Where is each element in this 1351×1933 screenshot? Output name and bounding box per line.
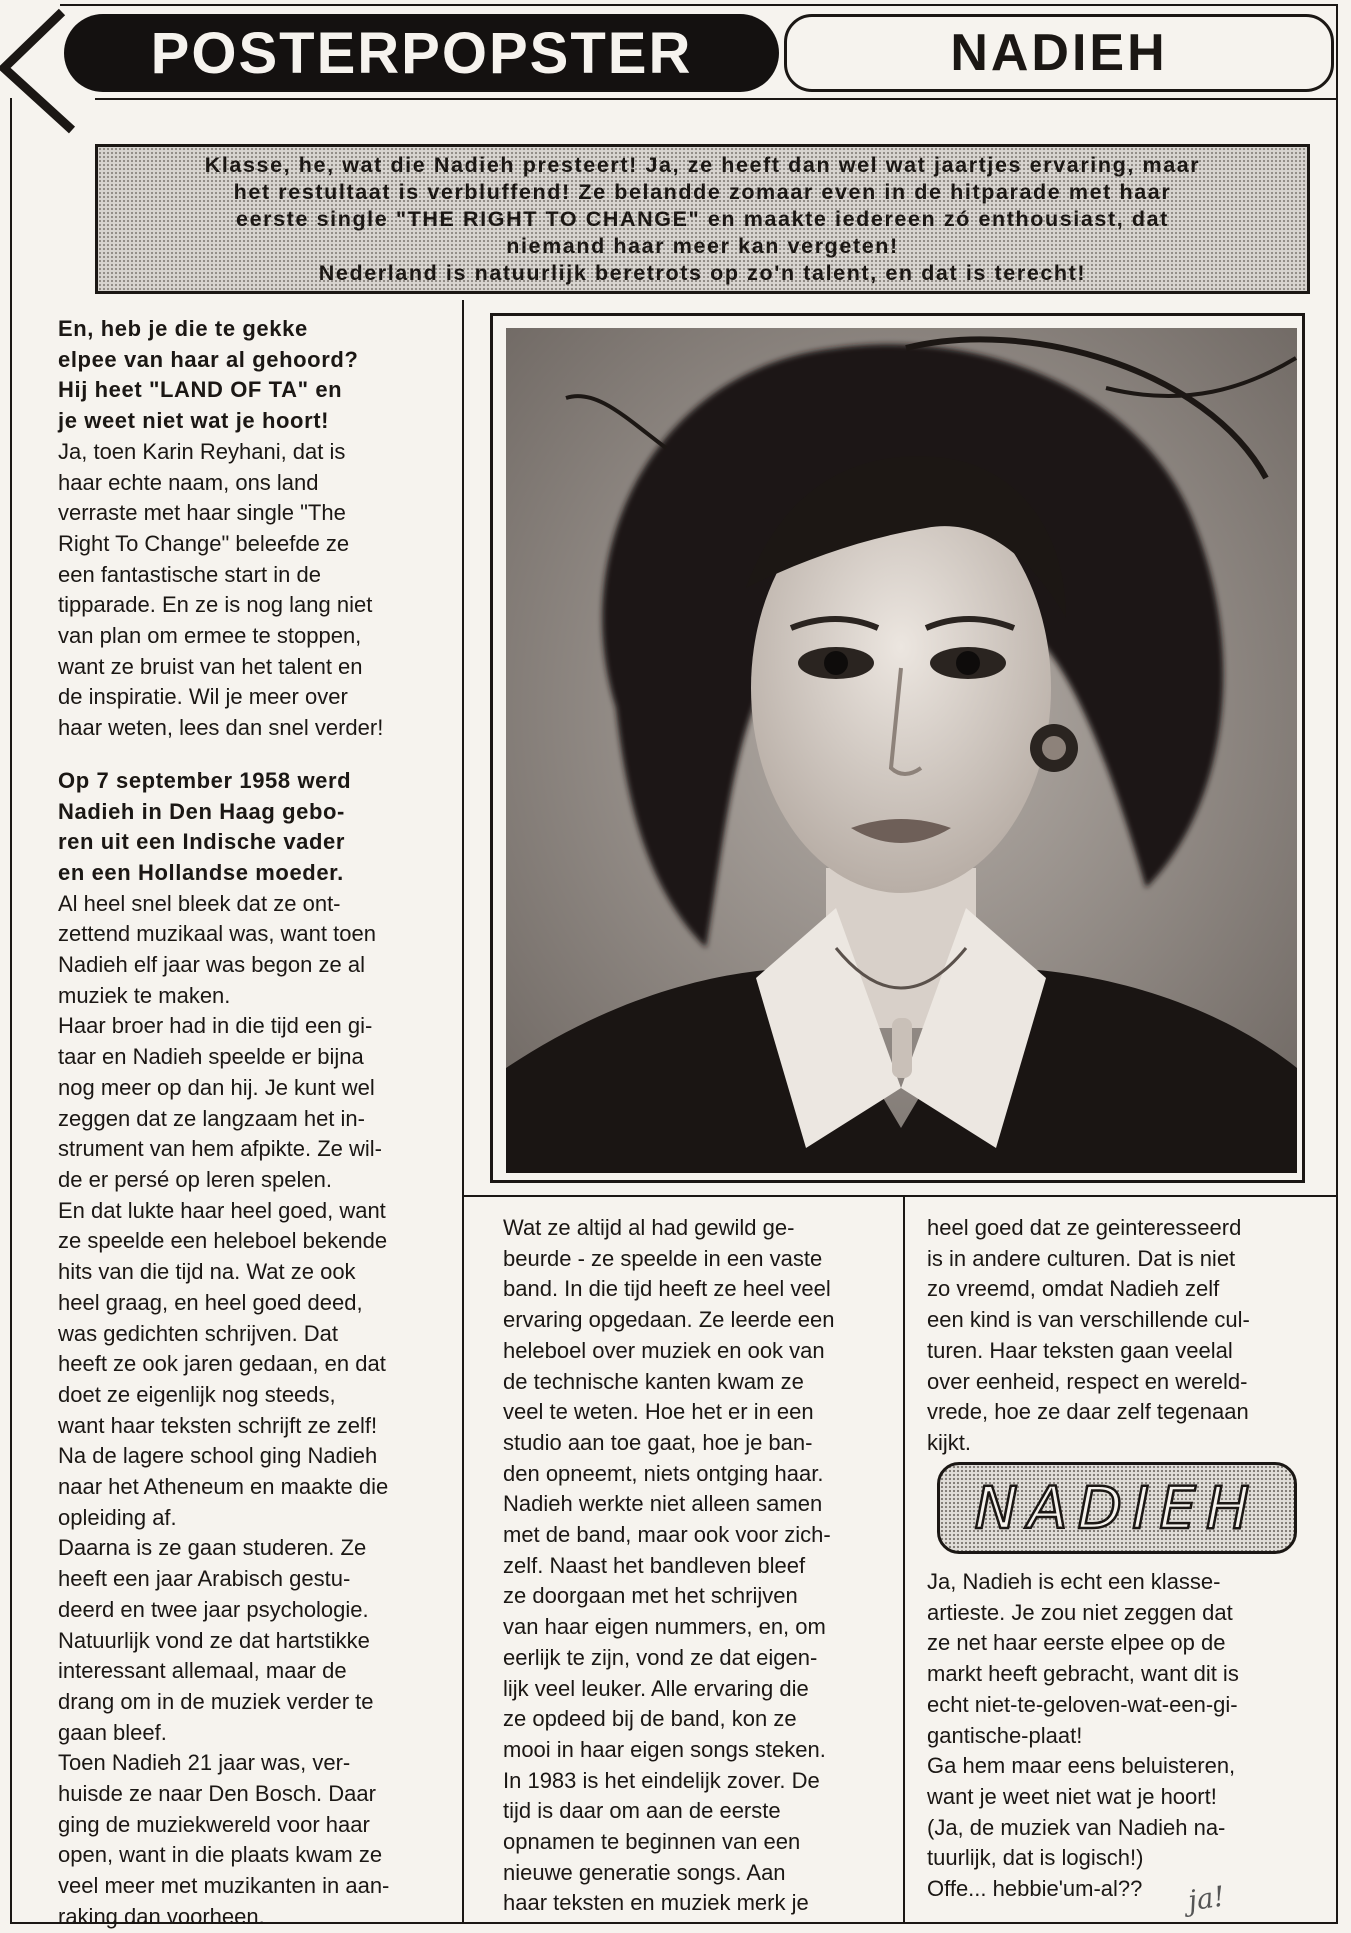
body-line: met de band, maar ook voor zich-	[503, 1522, 831, 1548]
body-line: Ja, Nadieh is echt een klasse-	[927, 1569, 1221, 1594]
body-line: artieste. Je zou niet zeggen dat	[927, 1599, 1233, 1625]
intro-line: Klasse, he, wat die Nadieh presteert! Ja, ze heeft dan wel wat jaartjes ervaring, maar	[204, 152, 1201, 177]
body-line: heeft ze ook jaren gedaan, en dat	[58, 1351, 386, 1377]
body-line: beurde - ze speelde in een vaste	[503, 1245, 823, 1271]
body-line: hits van die tijd na. Wat ze ook	[58, 1259, 356, 1285]
body-line: zeggen dat ze langzaam het in-	[58, 1105, 365, 1131]
body-line: een fantastische start in de	[58, 561, 321, 587]
lead-line: Hij heet "LAND OF TA" en	[58, 377, 343, 403]
artist-banner	[784, 14, 1334, 92]
column-divider-2	[903, 1195, 905, 1922]
article-column-4-top	[927, 1213, 1307, 1459]
body-line: want ze bruist van het talent en	[58, 653, 363, 679]
body-line: zelf. Naast het bandleven bleef	[503, 1552, 806, 1578]
body-line: Al heel snel bleek dat ze ont-	[58, 890, 341, 916]
lead-line: ren uit een Indische vader	[58, 829, 346, 855]
body-line: nog meer op dan hij. Je kunt wel	[58, 1074, 375, 1100]
body-line: veel te weten. Hoe het er in een	[503, 1399, 814, 1425]
body-line: raking dan voorheen.	[58, 1903, 265, 1929]
body-line: nieuwe generatie songs. Aan	[503, 1859, 786, 1885]
body-line: muziek te maken.	[58, 982, 231, 1008]
body-line: ze opdeed bij de band, kon ze	[503, 1706, 797, 1732]
body-line: mooi in haar eigen songs steken.	[503, 1736, 826, 1762]
body-line: strument van hem afpikte. Ze wil-	[58, 1136, 383, 1162]
body-line: Right To Change" beleefde ze	[58, 530, 350, 556]
body-line: markt heeft gebracht, want dit is	[927, 1661, 1239, 1687]
article-column-3	[503, 1213, 883, 1919]
article-column-4-bottom	[927, 1567, 1307, 1905]
body-line: gaan bleef.	[58, 1719, 167, 1745]
body-line: want je weet niet wat je hoort!	[927, 1783, 1217, 1809]
paragraph-gap	[58, 744, 434, 766]
lead-line: en een Hollandse moeder.	[58, 859, 344, 885]
body-line: taar en Nadieh speelde er bijna	[58, 1044, 364, 1070]
body-line: haar echte naam, ons land	[58, 469, 319, 495]
lead-line: je weet niet wat je hoort!	[58, 408, 330, 434]
body-line: Daarna is ze gaan studeren. Ze	[58, 1535, 367, 1561]
lead-line: En, heb je die te gekke	[58, 316, 308, 341]
body-line: drang om in de muziek verder te	[58, 1688, 374, 1714]
intro-line: het restultaat is verbluffend! Ze belandde zomaar even in de hitparade met haar	[233, 179, 1172, 204]
body-line: turen. Haar teksten gaan veelal	[927, 1337, 1233, 1363]
body-line: interessant allemaal, maar de	[58, 1658, 347, 1684]
body-line: was gedichten schrijven. Dat	[58, 1320, 339, 1346]
body-line: een kind is van verschillende cul-	[927, 1307, 1250, 1333]
lead-line: elpee van haar al gehoord?	[58, 346, 359, 372]
body-line: huisde ze naar Den Bosch. Daar	[58, 1781, 376, 1807]
body-line: ze speelde een heleboel bekende	[58, 1228, 388, 1254]
body-line: Nadieh werkte niet alleen samen	[503, 1491, 823, 1517]
body-line: zo vreemd, omdat Nadieh zelf	[927, 1276, 1220, 1302]
body-line: is in andere culturen. Dat is niet	[927, 1245, 1236, 1271]
body-line: (Ja, de muziek van Nadieh na-	[927, 1814, 1226, 1840]
portrait-photo	[506, 328, 1297, 1173]
body-line: want haar teksten schrijft ze zelf!	[58, 1412, 378, 1438]
body-line: verraste met haar single "The	[58, 500, 346, 526]
badge-text: NADIEH	[974, 1474, 1260, 1542]
body-line: van plan om ermee te stoppen,	[58, 623, 362, 649]
body-line: echt niet-te-geloven-wat-een-gi-	[927, 1691, 1238, 1717]
body-line: den opneemt, niets ontging haar.	[503, 1460, 824, 1486]
body-line: ervaring opgedaan. Ze leerde een	[503, 1307, 835, 1333]
body-line: ging de muziekwereld voor haar	[58, 1811, 370, 1837]
body-line: doet ze eigenlijk nog steeds,	[58, 1381, 336, 1407]
body-line: heel graag, en heel goed deed,	[58, 1289, 363, 1315]
body-line: opnamen te beginnen van een	[503, 1829, 801, 1855]
lead-line: Nadieh in Den Haag gebo-	[58, 798, 345, 824]
intro-line: eerste single "THE RIGHT TO CHANGE" en maakte iedereen zó enthousiast, dat	[236, 206, 1169, 231]
intro-line: Nederland is natuurlijk beretrots op zo'n talent, en dat is terecht!	[318, 260, 1087, 285]
body-line: kijkt.	[927, 1429, 971, 1455]
photo-bottom-rule	[462, 1195, 1338, 1197]
body-line: En dat lukte haar heel goed, want	[58, 1197, 386, 1223]
header-underline	[95, 98, 1338, 100]
body-line: Toen Nadieh 21 jaar was, ver-	[58, 1750, 351, 1776]
body-line: Ga hem maar eens beluisteren,	[927, 1753, 1236, 1779]
body-line: opleiding af.	[58, 1504, 177, 1530]
body-line: naar het Atheneum en maakte die	[58, 1474, 389, 1500]
lead-line: Op 7 september 1958 werd	[58, 767, 352, 793]
article-column-1	[58, 314, 434, 1933]
body-line: zettend muzikaal was, want toen	[58, 921, 376, 947]
body-line: over eenheid, respect en wereld-	[927, 1368, 1248, 1394]
body-line: deerd en twee jaar psychologie.	[58, 1596, 369, 1622]
body-line: heeft een jaar Arabisch gestu-	[58, 1566, 351, 1592]
posterpopster-banner	[64, 14, 779, 92]
body-line: tipparade. En ze is nog lang niet	[58, 592, 373, 618]
body-line: Offe... hebbie'um-al??	[927, 1876, 1143, 1902]
left-rule	[10, 98, 12, 1923]
body-line: haar weten, lees dan snel verder!	[58, 715, 384, 741]
body-line: Wat ze altijd al had gewild ge-	[503, 1215, 795, 1240]
intro-line: niemand haar meer kan vergeten!	[506, 233, 899, 258]
body-line: de inspiratie. Wil je meer over	[58, 684, 348, 710]
body-line: Na de lagere school ging Nadieh	[58, 1443, 378, 1469]
body-line: veel meer met muzikanten in aan-	[58, 1873, 390, 1899]
body-line: tuurlijk, dat is logisch!)	[927, 1845, 1144, 1871]
body-line: studio aan toe gaat, hoe je ban-	[503, 1429, 813, 1455]
body-line: band. In die tijd heeft ze heel veel	[503, 1276, 831, 1302]
body-line: ze doorgaan met het schrijven	[503, 1583, 798, 1609]
body-line: ze net haar eerste elpee op de	[927, 1630, 1226, 1656]
top-rule	[60, 4, 1338, 6]
body-line: heel goed dat ze geinteresseerd	[927, 1215, 1242, 1240]
body-line: open, want in die plaats kwam ze	[58, 1842, 383, 1868]
body-line: lijk veel leuker. Alle ervaring die	[503, 1675, 809, 1701]
handwritten-note: ja!	[1185, 1879, 1227, 1918]
body-line: In 1983 is het eindelijk zover. De	[503, 1767, 820, 1793]
right-rule	[1336, 6, 1338, 1924]
body-line: eerlijk te zijn, vond ze dat eigen-	[503, 1644, 818, 1670]
section-title: POSTERPOPSTER	[150, 20, 693, 86]
artist-name: NADIEH	[950, 24, 1168, 82]
body-line: Ja, toen Karin Reyhani, dat is	[58, 438, 346, 464]
body-line: vrede, hoe ze daar zelf tegenaan	[927, 1399, 1249, 1425]
body-line: tijd is daar om aan de eerste	[503, 1798, 781, 1824]
body-line: Nadieh elf jaar was begon ze al	[58, 952, 365, 978]
body-line: Haar broer had in die tijd een gi-	[58, 1013, 373, 1039]
column-divider-1	[462, 300, 464, 1922]
body-line: de technische kanten kwam ze	[503, 1368, 804, 1394]
body-line: de er persé op leren spelen.	[58, 1166, 332, 1192]
body-line: van haar eigen nummers, en, om	[503, 1614, 826, 1640]
body-line: heleboel over muziek en ook van	[503, 1337, 825, 1363]
nadieh-badge	[937, 1462, 1297, 1554]
body-line: gantische-plaat!	[927, 1722, 1083, 1748]
portrait-illustration	[506, 328, 1297, 1173]
body-line: Natuurlijk vond ze dat hartstikke	[58, 1627, 370, 1653]
intro-box	[95, 144, 1310, 294]
body-line: haar teksten en muziek merk je	[503, 1890, 809, 1916]
